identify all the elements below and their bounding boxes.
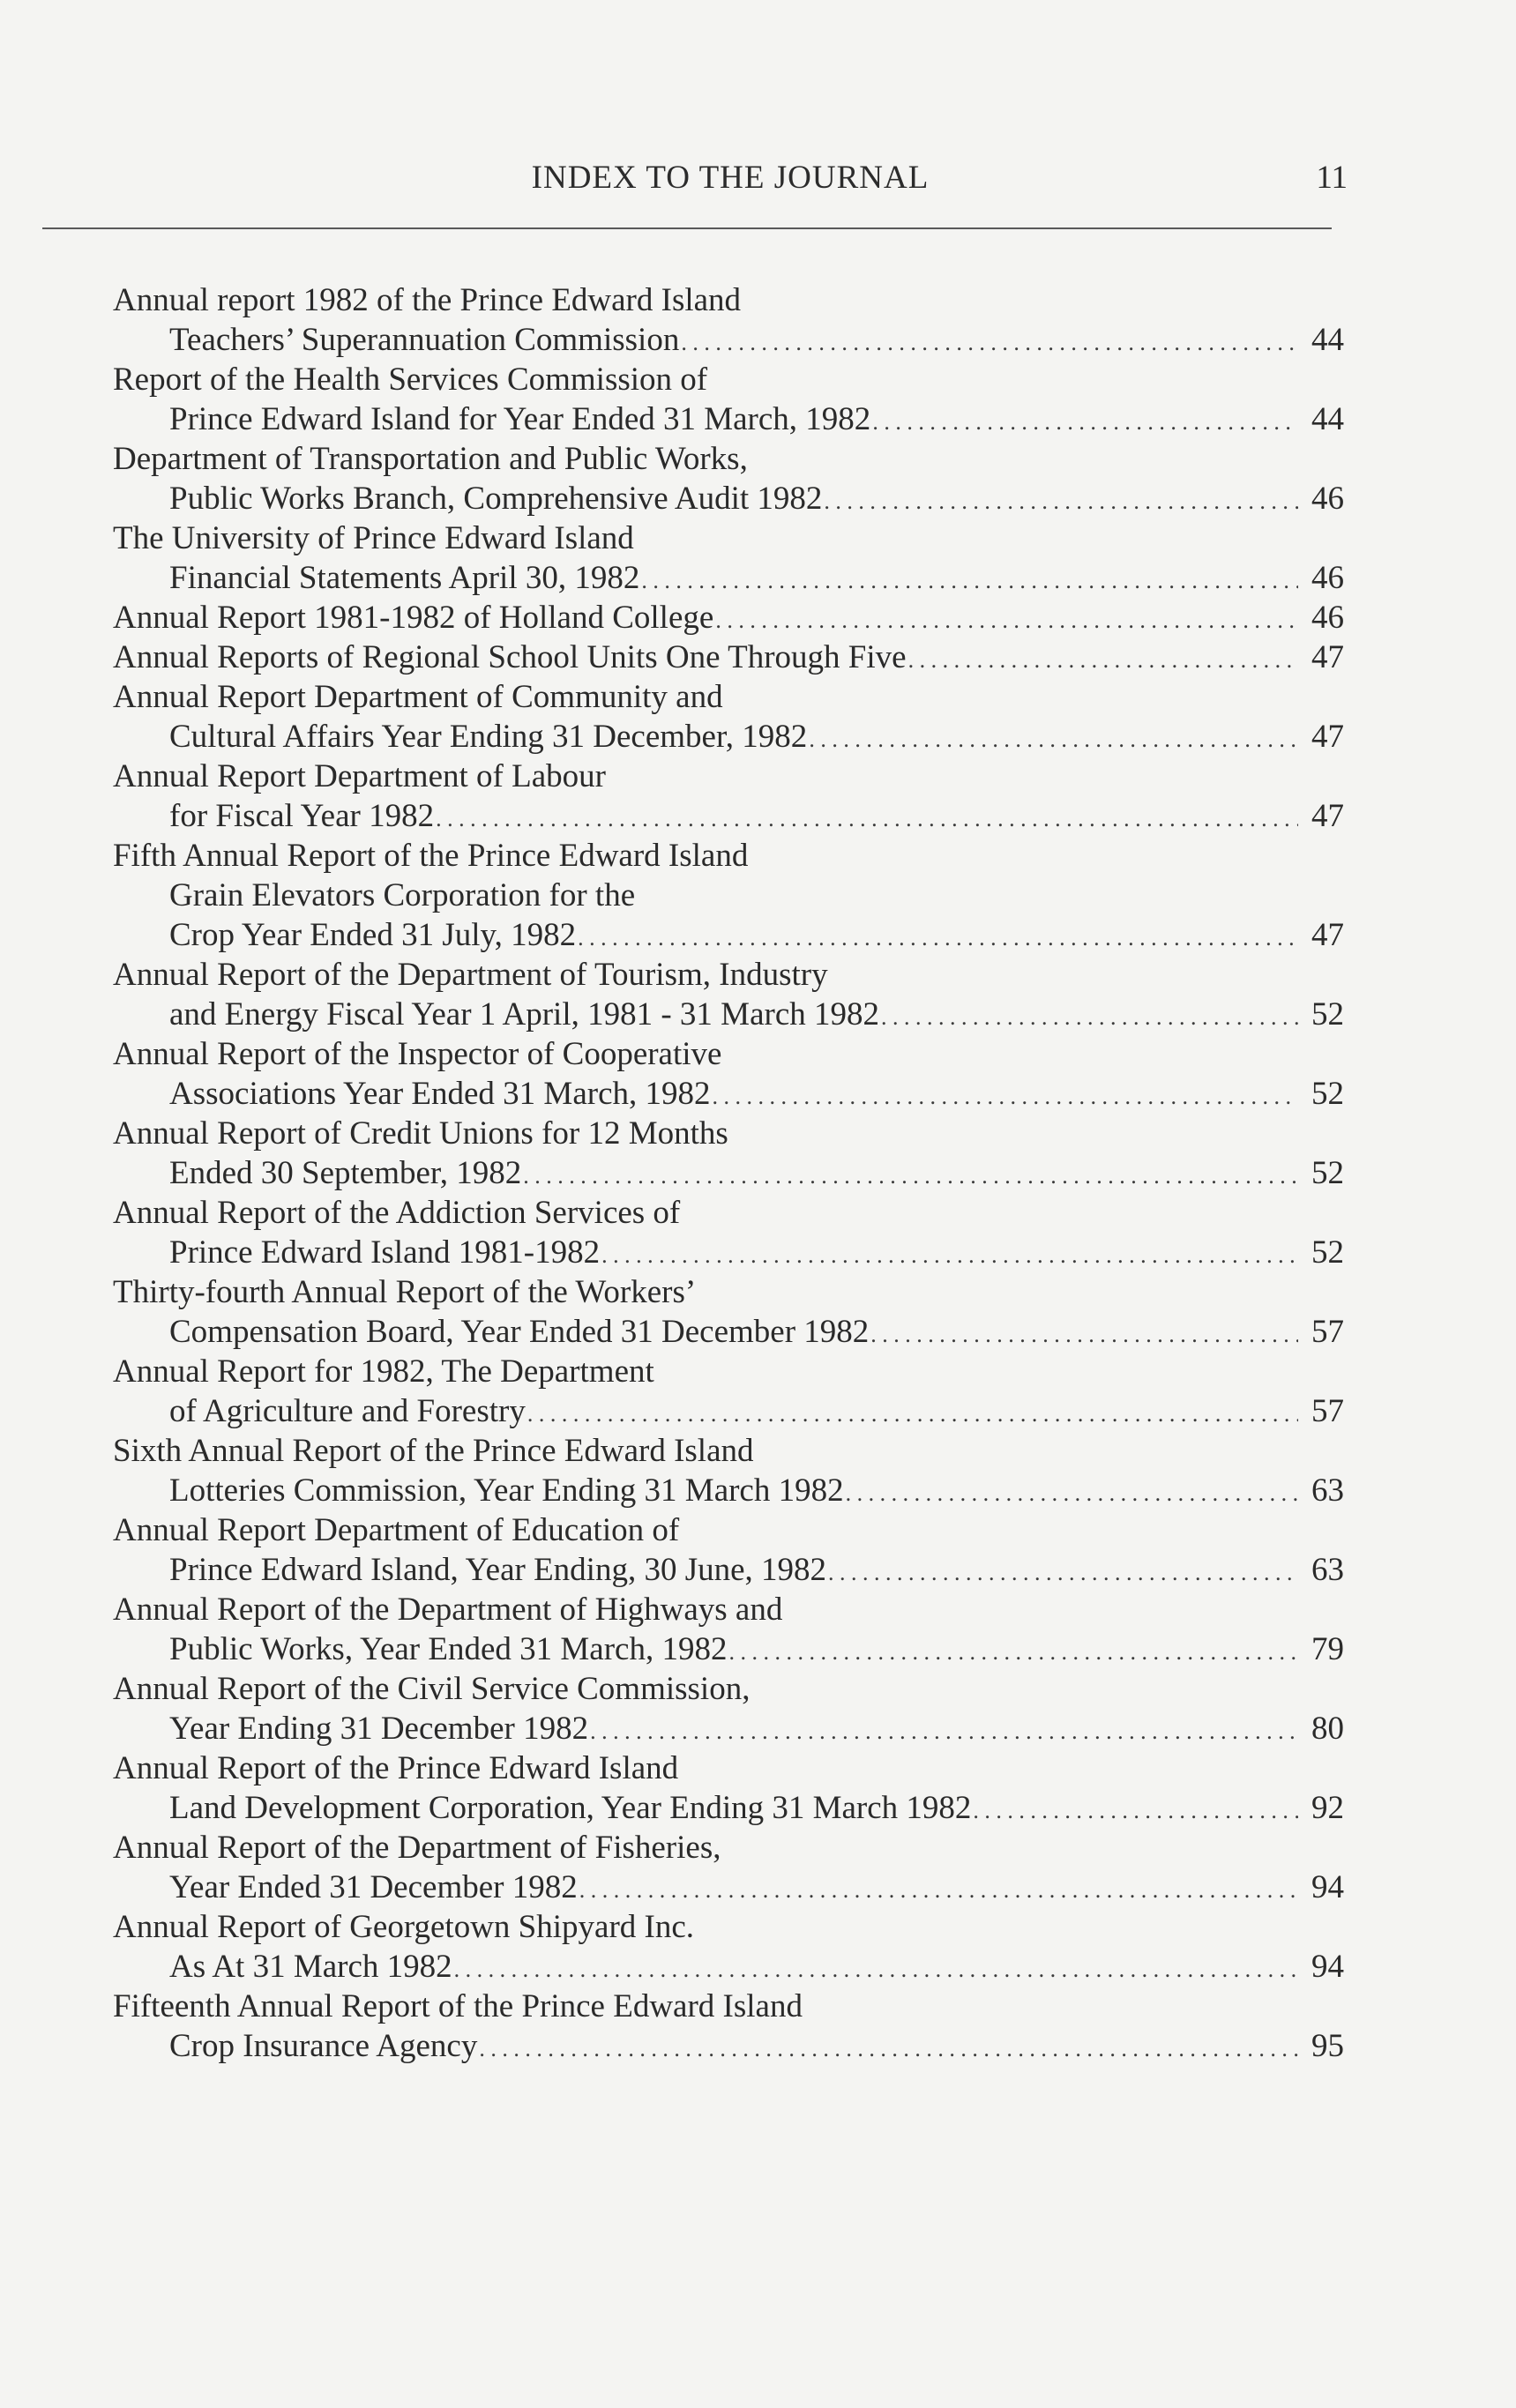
entry-title-text: for Fiscal Year 1982 <box>169 798 435 834</box>
entry-title-text: Annual Report of the Department of Tourism, Industry <box>113 957 828 993</box>
entry-final-line <box>113 637 1344 677</box>
entry-title-text: Annual Report of the Department of Fisheries, <box>113 1830 721 1866</box>
entry-final-line <box>113 1788 1344 1828</box>
entry-final-line <box>113 1868 1344 1907</box>
dot-leader <box>526 1391 1298 1434</box>
index-entry <box>113 637 1344 677</box>
entry-page-number: 47 <box>1311 917 1344 953</box>
entry-final-line <box>113 1947 1344 1987</box>
entry-page-number: 52 <box>1311 1234 1344 1271</box>
entry-title-text: Fifteenth Annual Report of the Prince Edward Island <box>113 1988 803 2024</box>
entry-title-text: Annual Report of the Inspector of Cooperative <box>113 1036 722 1072</box>
entry-final-line <box>113 1629 1344 1669</box>
index-entry <box>113 1431 1344 1510</box>
index-entry <box>113 1828 1344 1907</box>
entry-final-line <box>113 558 1344 598</box>
index-entry <box>113 518 1344 598</box>
entry-page-number: 63 <box>1311 1552 1344 1588</box>
index-entry <box>113 598 1344 637</box>
entry-title-text: Annual Report Department of Education of <box>113 1512 680 1548</box>
entry-title-text: Prince Edward Island for Year Ended 31 March, 1982 <box>169 401 871 437</box>
entry-page-number: 46 <box>1311 560 1344 596</box>
entry-page-number: 44 <box>1311 322 1344 358</box>
entry-title-text: The University of Prince Edward Island <box>113 520 634 556</box>
dot-leader <box>521 1153 1298 1196</box>
entry-title-text: Cultural Affairs Year Ending 31 December, 1982 <box>169 719 808 755</box>
entry-page-number: 47 <box>1311 719 1344 755</box>
entry-page-number: 52 <box>1311 1076 1344 1112</box>
entry-final-line <box>113 995 1344 1034</box>
entry-title-text: Annual report 1982 of the Prince Edward Island <box>113 282 742 318</box>
dot-leader <box>971 1788 1298 1830</box>
entry-final-line <box>113 1312 1344 1352</box>
index-entry <box>113 1907 1344 1987</box>
index-entry <box>113 836 1344 955</box>
entry-title-text: Lotteries Commission, Year Ending 31 March 1982 <box>169 1472 844 1509</box>
entry-final-line <box>113 1153 1344 1193</box>
page-title: INDEX TO THE JOURNAL <box>531 160 930 196</box>
entry-page-number: 46 <box>1311 600 1344 636</box>
entry-title-text: Annual Reports of Regional School Units One Through Five <box>113 639 907 675</box>
entry-page-number: 47 <box>1311 639 1344 675</box>
entry-title-text: Annual Report of Georgetown Shipyard Inc. <box>113 1909 695 1945</box>
index-entry <box>113 1669 1344 1748</box>
entry-title-text: Financial Statements April 30, 1982 <box>169 560 640 596</box>
entry-title-text: Annual Report of the Addiction Services of <box>113 1195 681 1231</box>
entry-page-number: 94 <box>1311 1869 1344 1905</box>
entry-title-text: Public Works, Year Ended 31 March, 1982 <box>169 1631 728 1667</box>
index-entry <box>113 1352 1344 1431</box>
entry-title-text: Department of Transportation and Public Works, <box>113 441 748 477</box>
entry-title-text: Annual Report 1981-1982 of Holland College <box>113 600 714 636</box>
entry-page-number: 44 <box>1311 401 1344 437</box>
entry-page-number: 94 <box>1311 1949 1344 1985</box>
dot-leader <box>600 1233 1298 1275</box>
entry-title-text: Public Works Branch, Comprehensive Audit 1982 <box>169 481 823 517</box>
entry-final-line <box>113 479 1344 518</box>
entry-title-text: Annual Report of the Civil Service Commission, <box>113 1671 751 1707</box>
entry-title-text: Annual Report of the Department of Highways and <box>113 1592 783 1628</box>
entry-final-line <box>113 1233 1344 1272</box>
entry-page-number: 63 <box>1311 1472 1344 1509</box>
entry-title-text: Annual Report Department of Community and <box>113 679 723 715</box>
running-header <box>113 159 1348 203</box>
entry-final-line <box>113 915 1344 955</box>
index-entry <box>113 1987 1344 2066</box>
index-entry <box>113 955 1344 1034</box>
entry-title-text: Land Development Corporation, Year Ending 31 March 1982 <box>169 1790 972 1826</box>
index-entry <box>113 1272 1344 1352</box>
entry-final-line <box>113 320 1344 360</box>
entry-title-text: Crop Insurance Agency <box>169 2028 478 2064</box>
index-entry <box>113 1748 1344 1828</box>
dot-leader <box>879 995 1298 1037</box>
entry-title-text: Year Ended 31 December 1982 <box>169 1869 578 1905</box>
entry-page-number: 47 <box>1311 798 1344 834</box>
entry-title-text: Prince Edward Island 1981-1982 <box>169 1234 601 1271</box>
dot-leader <box>907 637 1298 680</box>
header-rule <box>42 227 1332 229</box>
dot-leader <box>576 915 1298 958</box>
dot-leader <box>639 558 1298 600</box>
dot-leader <box>869 1312 1298 1354</box>
entry-final-line <box>113 796 1344 836</box>
entry-title-text: Thirty-fourth Annual Report of the Workers’ <box>113 1274 697 1310</box>
entry-title-text: Associations Year Ended 31 March, 1982 <box>169 1076 711 1112</box>
dot-leader <box>679 320 1298 362</box>
entry-title-text: of Agriculture and Forestry <box>169 1393 526 1429</box>
dot-leader <box>844 1471 1298 1513</box>
entry-final-line <box>113 1709 1344 1748</box>
dot-leader <box>588 1709 1298 1751</box>
dot-leader <box>807 717 1298 759</box>
index-entry <box>113 1114 1344 1193</box>
index-entry <box>113 1034 1344 1114</box>
dot-leader <box>822 479 1298 521</box>
entry-final-line <box>113 399 1344 439</box>
entry-page-number: 95 <box>1311 2028 1344 2064</box>
entry-page-number: 79 <box>1311 1631 1344 1667</box>
entry-title-text: Report of the Health Services Commission of <box>113 362 708 398</box>
entry-page-number: 57 <box>1311 1314 1344 1350</box>
entry-title-text: Ended 30 September, 1982 <box>169 1155 522 1191</box>
entry-title-text: Year Ending 31 December 1982 <box>169 1711 589 1747</box>
entry-final-line <box>113 598 1344 637</box>
entry-title-text: Annual Report for 1982, The Department <box>113 1353 654 1390</box>
entry-title-text: and Energy Fiscal Year 1 April, 1981 - 31 March 1982 <box>169 996 879 1033</box>
entry-page-number: 46 <box>1311 481 1344 517</box>
entry-title-text: Annual Report of Credit Unions for 12 Months <box>113 1115 728 1152</box>
index-entry <box>113 1510 1344 1590</box>
entry-final-line <box>113 2026 1344 2066</box>
entry-title-text: Fifth Annual Report of the Prince Edward Island <box>113 838 749 874</box>
entry-page-number: 80 <box>1311 1711 1344 1747</box>
entry-title-text: Sixth Annual Report of the Prince Edward Island <box>113 1433 754 1469</box>
index-entry <box>113 677 1344 757</box>
entry-final-line <box>113 717 1344 757</box>
entry-final-line <box>113 1074 1344 1114</box>
index-entry <box>113 360 1344 439</box>
entry-page-number: 52 <box>1311 996 1344 1033</box>
entry-page-number: 57 <box>1311 1393 1344 1429</box>
dot-leader <box>711 1074 1299 1116</box>
entry-title-text: Grain Elevators Corporation for the <box>169 877 636 913</box>
dot-leader <box>713 598 1298 640</box>
entry-final-line <box>113 1471 1344 1510</box>
index-entries <box>113 280 1344 2066</box>
entry-title-text: Prince Edward Island, Year Ending, 30 June, 1982 <box>169 1552 827 1588</box>
dot-leader <box>452 1947 1298 1989</box>
entry-final-line <box>113 1550 1344 1590</box>
index-entry <box>113 1193 1344 1272</box>
entry-title-text: Annual Report of the Prince Edward Island <box>113 1750 679 1786</box>
page-number: 11 <box>1316 160 1348 196</box>
dot-leader <box>826 1550 1298 1592</box>
dot-leader <box>434 796 1298 839</box>
dot-leader <box>870 399 1298 442</box>
entry-title-text: As At 31 March 1982 <box>169 1949 452 1985</box>
entry-page-number: 52 <box>1311 1155 1344 1191</box>
index-entry <box>113 439 1344 518</box>
index-entry <box>113 280 1344 360</box>
entry-title-text: Annual Report Department of Labour <box>113 758 606 794</box>
entry-title-text: Teachers’ Superannuation Commission <box>169 322 680 358</box>
dot-leader <box>578 1868 1298 1910</box>
index-entry <box>113 757 1344 836</box>
dot-leader <box>727 1629 1298 1672</box>
index-entry <box>113 1590 1344 1669</box>
entry-final-line <box>113 1391 1344 1431</box>
entry-page-number: 92 <box>1311 1790 1344 1826</box>
entry-title-text: Crop Year Ended 31 July, 1982 <box>169 917 577 953</box>
dot-leader <box>477 2026 1298 2069</box>
entry-title-text: Compensation Board, Year Ended 31 December 1982 <box>169 1314 870 1350</box>
